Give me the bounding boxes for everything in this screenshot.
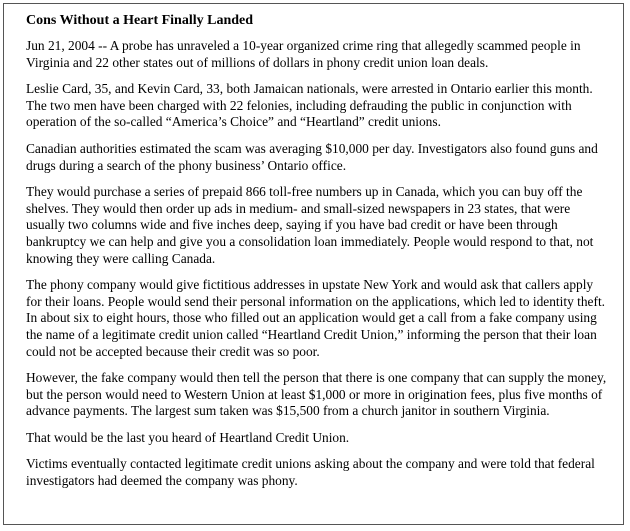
paragraph-scam-estimate: Canadian authorities estimated the scam was averaging $10,000 per day. Investigators also found guns and drugs during a search of the phony business’ Ontario office. <box>26 140 598 173</box>
paragraph-victims: Victims eventually contacted legitimate credit unions asking about the company and were told that federal investigators had deemed the company was phony. <box>26 456 595 489</box>
paragraph-toll-free-ads: They would purchase a series of prepaid 866 toll-free numbers up in Canada, which you can buy off the shelves. They would then order up ads in medium- and small-sized newspapers in 23 states, that were usually two columns wide and five inches deep, saying if you have bad credit or have been through bankruptcy we can help and give you a consolidation loan immediately. People would respond to that, not knowing they were calling Canada. <box>26 184 594 266</box>
article-body <box>26 12 612 500</box>
paragraph-arrests: Leslie Card, 35, and Kevin Card, 33, both Jamaican nationals, were arrested in Ontario earlier this month. The two men have been charged with 22 felonies, including defrauding the public in conjunction with operation of the so-called “America’s Choice” and “Heartland” credit unions. <box>26 81 593 130</box>
paragraph-last-heard: That would be the last you heard of Heartland Credit Union. <box>26 429 350 445</box>
paragraph-fees: However, the fake company would then tell the person that there is one company that can supply the money, but the person would need to Western Union at least $1,000 or more in origination fees, plus five months of advance payments. The largest sum taken was $15,500 from a church janitor in southern Virginia. <box>26 370 607 419</box>
article-frame <box>3 3 624 525</box>
article-title: Cons Without a Heart Finally Landed <box>26 13 254 28</box>
paragraph-fake-addresses: The phony company would give fictitious addresses in upstate New York and would ask that callers apply for their loans. People would send their personal information on the applications, which led to identity theft. In about six to eight hours, those who filled out an application would get a call from a fake company using the name of a legitimate credit union called “Heartland Credit Union,” informing the person that their loan could not be accepted because their credit was so poor. <box>26 277 606 359</box>
paragraph-dateline: Jun 21, 2004 -- A probe has unraveled a 10-year organized crime ring that allegedly scammed people in Virginia and 22 other states out of millions of dollars in phony credit union loan deals. <box>26 38 581 70</box>
